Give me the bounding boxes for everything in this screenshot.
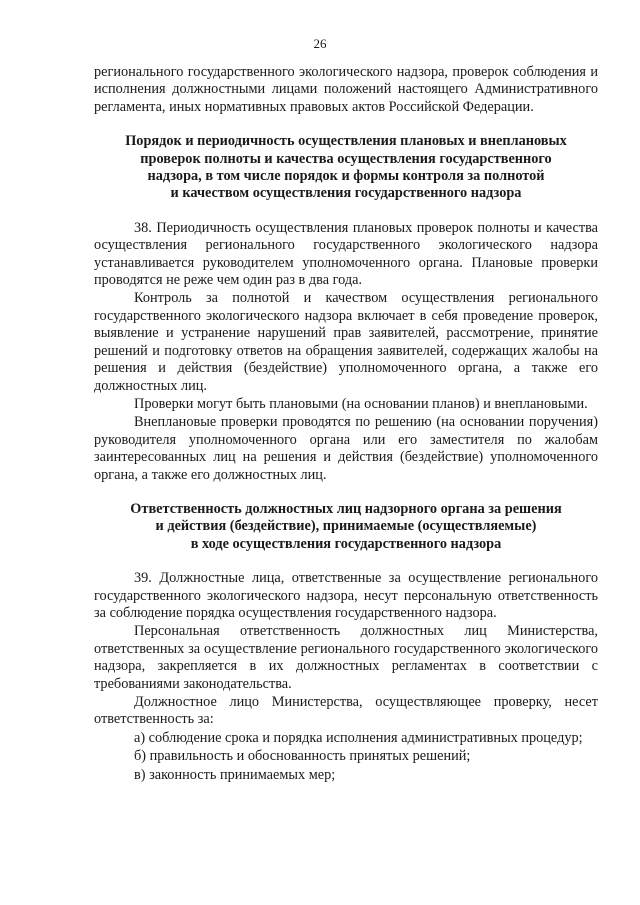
list-item-b: б) правильность и обоснованность принятых решений; — [134, 748, 471, 765]
paragraph-control-scope: Контроль за полнотой и качеством осуществления регионального государственного экологического надзора включает в себя проведение проверок, выявление и устранение нарушений прав заявителей, рассмотрение, принятие решений и подготовку ответов на обращения заявителей, содержащих жалобы на решения и действия (бездействие) уполномоченного органа, а также его должностных лиц. — [94, 290, 598, 394]
page-number: 26 — [313, 36, 327, 51]
list-item-c: в) законность принимаемых мер; — [134, 766, 336, 783]
paragraph-inspection-types: Проверки могут быть плановыми (на основании планов) и внеплановыми. — [134, 395, 588, 412]
section-heading-responsibility — [94, 501, 598, 553]
paragraph-personal-responsibility: Персональная ответственность должностных лиц Министерства, ответственных за осуществление регионального государственного экологического надзора, закрепляется в их должностных регламентах в соответствии с требованиями законодательства. — [94, 623, 598, 692]
heading-line: надзора, в том числе порядок и формы контроля за полнотой — [147, 168, 545, 185]
heading-line: и действия (бездействие), принимаемые (осуществляемые) — [155, 518, 537, 535]
document-body — [94, 64, 598, 784]
paragraph-unscheduled-inspections: Внеплановые проверки проводятся по решению (на основании поручения) руководителя уполномоченного органа или его заместителя по жалобам заинтересованных лиц на решения и действия (бездействие) уполномоченного органа, а также его должностных лиц. — [94, 414, 598, 483]
paragraph-39: 39. Должностные лица, ответственные за осуществление регионального государственного экологического надзора, несут персональную ответственность за соблюдение порядка осуществления государственного надзора. — [94, 570, 598, 621]
section-heading-control — [94, 133, 598, 203]
heading-line: в ходе осуществления государственного надзора — [190, 535, 502, 552]
heading-line: Порядок и периодичность осуществления плановых и внеплановых — [125, 133, 567, 150]
heading-line: Ответственность должностных лиц надзорного органа за решения — [130, 500, 562, 517]
heading-line: проверок полноты и качества осуществления государственного — [140, 150, 552, 167]
heading-line: и качеством осуществления государственного надзора — [170, 185, 522, 202]
intro-paragraph: регионального государственного экологического надзора, проверок соблюдения и исполнения должностными лицами положений настоящего Административного регламента, иных нормативных правовых актов Российской Федерации. — [94, 64, 598, 115]
paragraph-38: 38. Периодичность осуществления плановых проверок полноты и качества осуществления регионального государственного экологического надзора устанавливается руководителем уполномоченного органа. Плановые проверки проводятся не реже чем один раз в два года. — [94, 219, 598, 289]
paragraph-official-responsibility: Должностное лицо Министерства, осуществляющее проверку, несет ответственность за: — [94, 694, 598, 728]
list-item-a: а) соблюдение срока и порядка исполнения административных процедур; — [134, 729, 583, 746]
